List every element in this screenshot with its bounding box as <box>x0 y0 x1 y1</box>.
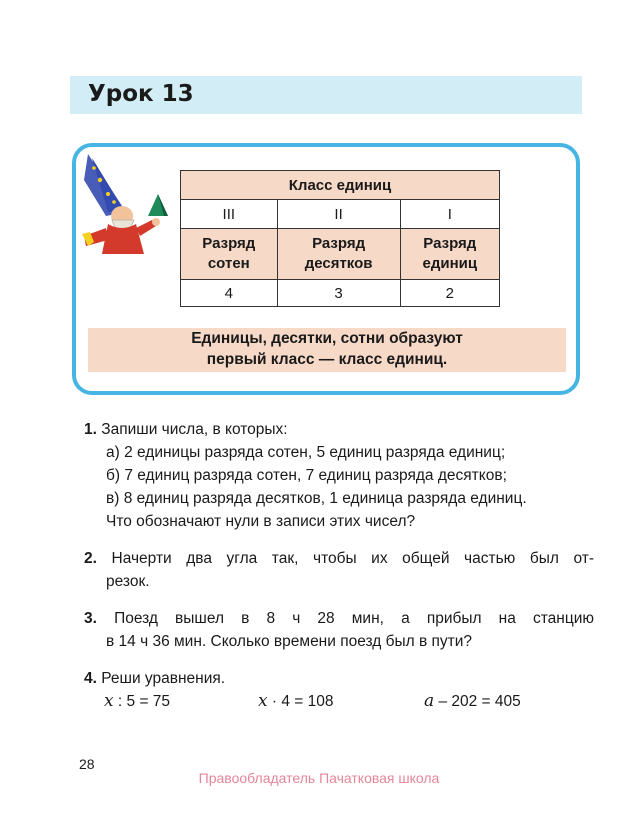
task-number: 3. <box>84 610 97 627</box>
task-1-item-a: а) 2 единицы разряда сотен, 5 единиц разряда единиц; <box>106 444 506 461</box>
task-list <box>84 418 594 728</box>
task-2-line-2: резок. <box>106 573 150 590</box>
rank-name-line: Разряд <box>423 235 477 252</box>
task-3 <box>84 607 594 653</box>
task-1 <box>84 418 594 533</box>
equation-rest: · 4 = 108 <box>267 693 334 710</box>
equation-2 <box>258 690 334 713</box>
task-4-intro: Реши уравнения. <box>101 670 226 687</box>
task-1-intro: Запиши числа, в которых: <box>101 421 288 438</box>
digit-value-cell: 4 <box>181 280 278 307</box>
equation-1 <box>104 690 170 713</box>
task-number: 4. <box>84 670 97 687</box>
task-1-question: Что обозначают нули в записи этих чисел? <box>106 513 416 530</box>
variable: x <box>258 691 268 711</box>
roman-cell: II <box>277 200 400 229</box>
equations-row <box>84 690 594 714</box>
task-number: 1. <box>84 421 97 438</box>
equation-rest: – 202 = 405 <box>434 693 521 710</box>
page-number: 28 <box>79 756 95 772</box>
wizard-illustration <box>78 150 173 255</box>
rank-name-cell <box>400 229 499 280</box>
rank-name-cell <box>277 229 400 280</box>
task-1-item-c: в) 8 единиц разряда десятков, 1 единица разряда единиц. <box>106 490 527 507</box>
rule-box <box>88 328 566 372</box>
digit-value-cell: 2 <box>400 280 499 307</box>
rank-name-line: десятков <box>304 255 373 272</box>
task-3-line-1: Поезд вышел в 8 ч 28 мин, а прибыл на станцию <box>114 610 594 627</box>
task-4 <box>84 667 594 714</box>
task-number: 2. <box>84 550 97 567</box>
copyright-notice: Правообладатель Пачатковая школа <box>198 770 440 786</box>
rule-line-1: Единицы, десятки, сотни образуют <box>191 330 463 347</box>
variable: a <box>424 691 435 711</box>
digit-class-table <box>180 170 500 307</box>
rank-name-line: Разряд <box>202 235 256 252</box>
task-1-item-b: б) 7 единиц разряда сотен, 7 единиц разряда десятков; <box>106 467 507 484</box>
rank-name-line: Разряд <box>312 235 366 252</box>
lesson-header-bar <box>70 76 582 114</box>
equation-rest: : 5 = 75 <box>113 693 171 710</box>
task-3-line-2: в 14 ч 36 мин. Сколько времени поезд был в пути? <box>106 633 473 650</box>
rank-name-line: сотен <box>207 255 250 272</box>
lesson-title: Урок 13 <box>88 81 194 107</box>
rank-name-line: единиц <box>422 255 478 272</box>
task-2-line-1: Начерти два угла так, чтобы их общей частью был от- <box>111 550 594 567</box>
rank-name-cell <box>181 229 278 280</box>
variable: x <box>104 691 114 711</box>
digit-value-cell: 3 <box>277 280 400 307</box>
equation-3 <box>424 690 521 713</box>
task-2 <box>84 547 594 593</box>
rule-line-2: первый класс — класс единиц. <box>206 351 448 368</box>
roman-cell: III <box>181 200 278 229</box>
class-header-cell: Класс единиц <box>181 171 500 200</box>
roman-cell: I <box>400 200 499 229</box>
